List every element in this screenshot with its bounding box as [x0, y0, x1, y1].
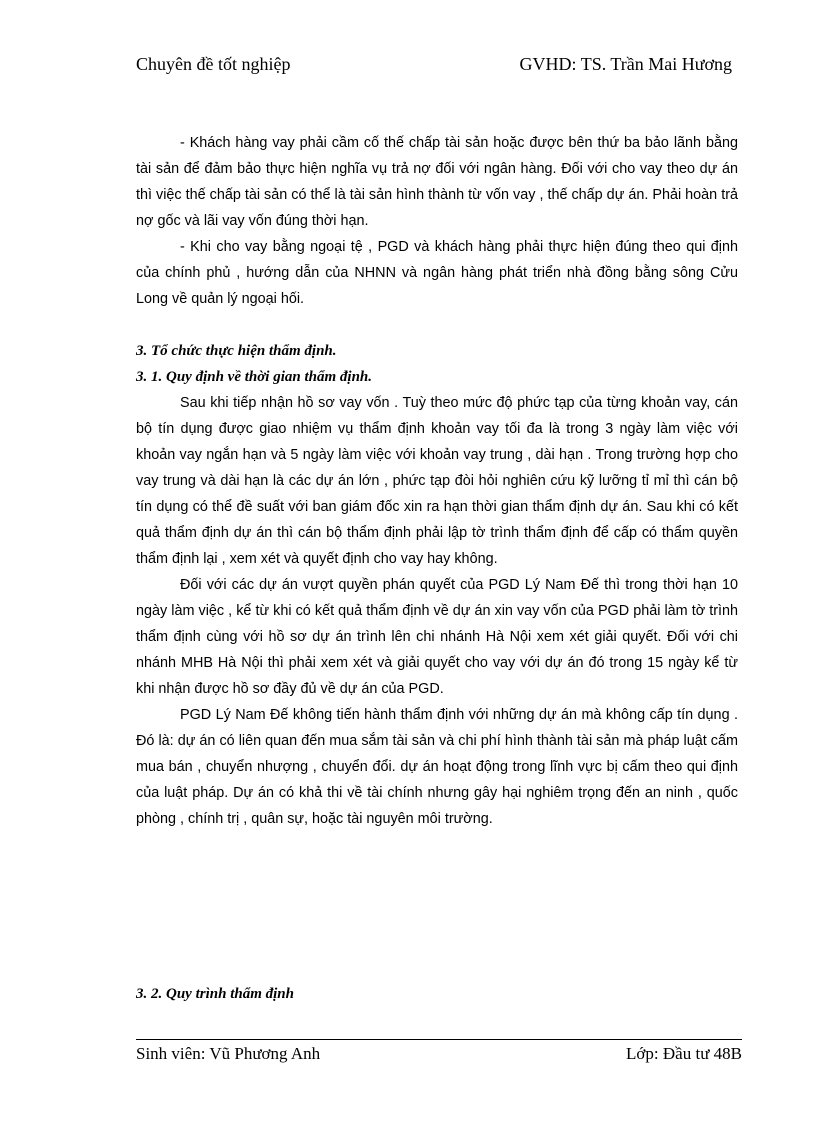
section-heading-3: 3. Tổ chức thực hiện thẩm định.	[136, 343, 337, 359]
paragraph-foreign-currency: - Khi cho vay bằng ngoại tệ , PGD và khách hàng phải thực hiện đúng theo qui định của chính phủ , hướng dẫn của NHNN và ngân hàng phát triển nhà đồng bằng sông Cửu Long về quản lý ngoại hối.	[136, 239, 738, 307]
footer-student: Sinh viên: Vũ Phương Anh	[136, 1044, 321, 1063]
paragraph-appraisal-time: Sau khi tiếp nhận hồ sơ vay vốn . Tuỳ theo mức độ phức tạp của từng khoản vay, cán bộ tín dụng được giao nhiệm vụ thẩm định khoản vay tối đa là trong 3 ngày làm việc với khoản vay ngắn hạn và 5 ngày làm việc với khoản vay trung , dài hạn . Trong trường hợp cho vay trung và dài hạn là các dự án lớn , phức tạp đòi hỏi nghiên cứu kỹ lưỡng tỉ mỉ thì cán bộ tín dụng có thể đề suất với ban giám đốc xin ra hạn thời gian thẩm định dự án. Sau khi có kết quả thẩm định dự án thì cán bộ thẩm định phải lập tờ trình thẩm định để cấp có thẩm quyền thẩm định lại , xem xét và quyết định cho vay hay không.	[136, 395, 738, 567]
section-heading-3-1: 3. 1. Quy định về thời gian thẩm định.	[136, 369, 373, 385]
page-body	[136, 130, 738, 832]
header-title: Chuyên đề tốt nghiệp	[136, 54, 291, 74]
paragraph-no-appraisal: PGD Lý Nam Đế không tiến hành thẩm định với những dự án mà không cấp tín dụng . Đó là: dự án có liên quan đến mua sắm tài sản và chi phí hình thành tài sản mà pháp luật cấm mua bán , chuyển nhượng , chuyển đổi. dự án hoạt động trong lĩnh vực bị cấm theo qui định của luật pháp. Dự án có khả thi về tài chính nhưng gây hại nghiêm trọng đến an ninh , quốc phòng , chính trị , quân sự, hoặc tài nguyên môi trường.	[136, 707, 738, 827]
section-heading-3-2: 3. 2. Quy trình thẩm định	[136, 986, 294, 1002]
page-footer	[136, 1044, 742, 1070]
paragraph-collateral: - Khách hàng vay phải cầm cố thế chấp tài sản hoặc được bên thứ ba bảo lãnh bằng tài sản để đảm bảo thực hiện nghĩa vụ trả nợ đối với ngân hàng. Đối với cho vay theo dự án thì việc thế chấp tài sản có thể là tài sản hình thành từ vốn vay , thế chấp dự án. Phải hoàn trả nợ gốc và lãi vay vốn đúng thời hạn.	[136, 135, 738, 229]
spacer	[136, 312, 738, 338]
footer-class: Lớp: Đầu tư 48B	[626, 1044, 742, 1063]
footer-divider	[136, 1039, 742, 1040]
header-advisor: GVHD: TS. Trần Mai Hương	[519, 54, 732, 74]
paragraph-beyond-authority: Đối với các dự án vượt quyền phán quyết của PGD Lý Nam Đế thì trong thời hạn 10 ngày làm việc , kể từ khi có kết quả thẩm định về dự án xin vay vốn của PGD phải làm tờ trình thẩm định cùng với hồ sơ dự án trình lên chi nhánh Hà Nội xem xét giải quyết. Đối với chi nhánh MHB Hà Nội thì phải xem xét và giải quyết cho vay với dự án đó trong 15 ngày kể từ khi nhận được hồ sơ đầy đủ về dự án của PGD.	[136, 577, 738, 697]
page-header	[136, 54, 732, 82]
